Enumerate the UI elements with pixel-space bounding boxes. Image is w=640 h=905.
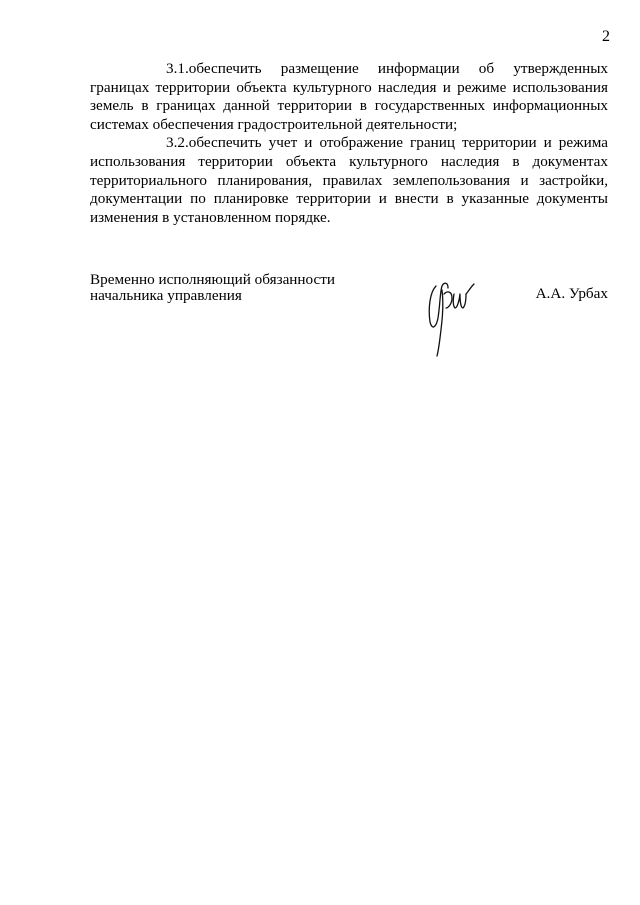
- signatory-name: А.А. Урбах: [535, 285, 608, 302]
- paragraph-text: обеспечить учет и отображение границ территории и режима использования территории объекта культурного наследия в документах территориального планирования, правилах землепользования и застройки, документации по планировке территории и внести в указанные документы изменения в установленном порядке.: [90, 134, 608, 226]
- handwritten-signature: [422, 278, 484, 358]
- signatory-position-line-2: начальника управления: [90, 287, 242, 304]
- paragraph-number: 3.1.: [166, 60, 189, 77]
- signatory-position: [90, 272, 335, 304]
- document-body: [90, 60, 608, 227]
- paragraph-text: обеспечить размещение информации об утвержденных границах территории объекта культурного наследия и режиме использования земель в границах данной территории в государственных информационных системах обеспечения градостроительной деятельности;: [90, 60, 608, 133]
- paragraph-number: 3.2.: [166, 134, 189, 152]
- signature-block: [90, 272, 608, 362]
- paragraph-3-2: [90, 134, 608, 227]
- page-number: 2: [602, 28, 610, 45]
- paragraph-3-1: [90, 60, 608, 134]
- signatory-position-line-1: Временно исполняющий обязанности: [90, 271, 336, 288]
